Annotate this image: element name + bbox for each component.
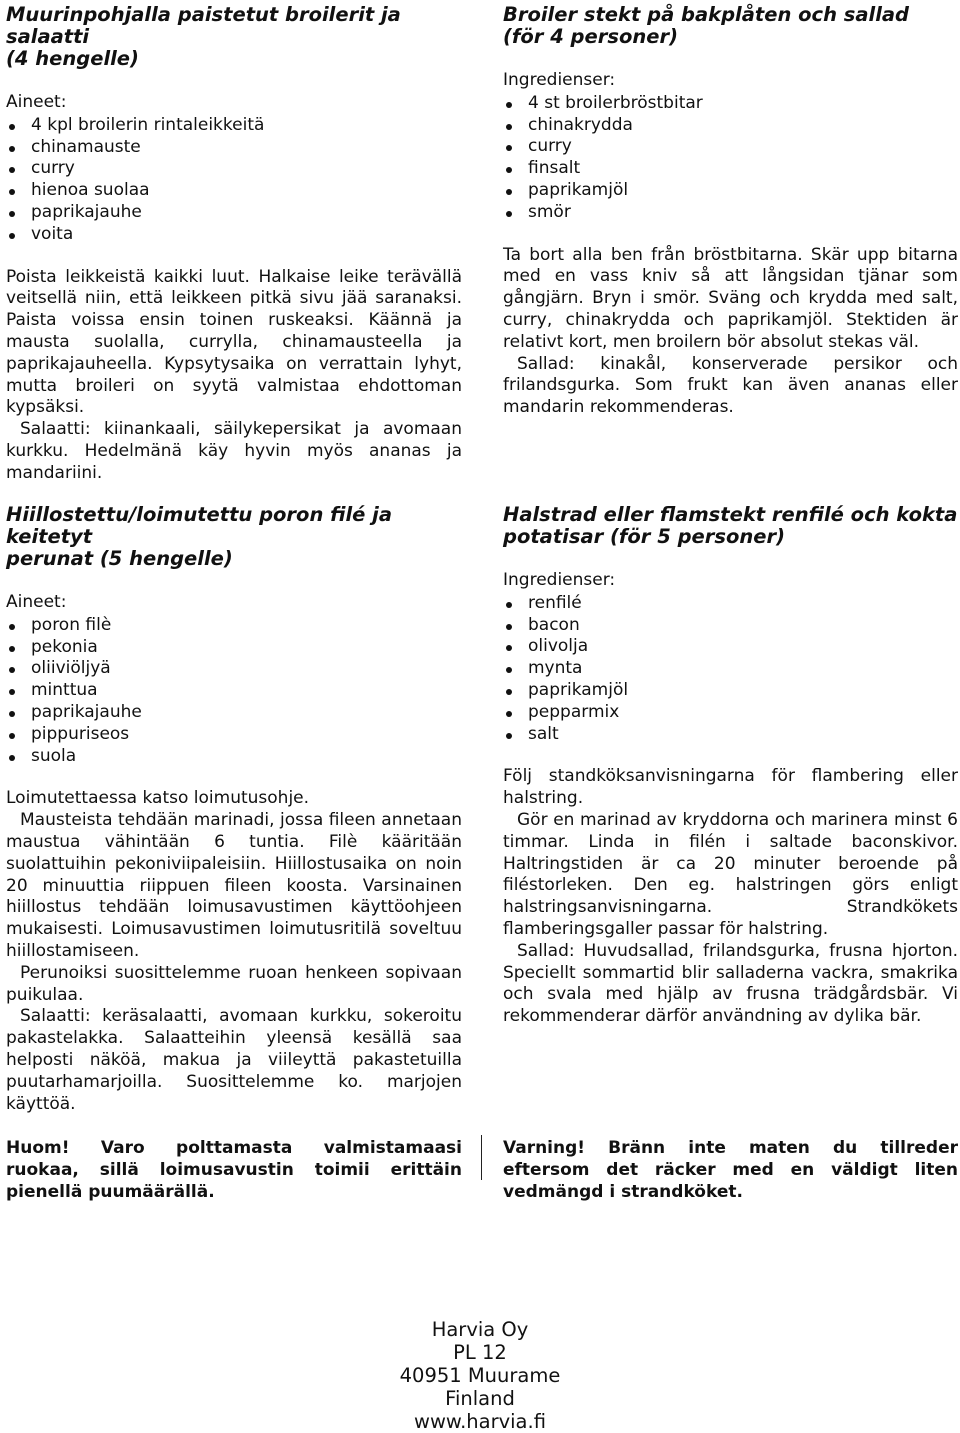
website-link[interactable]: www.harvia.fi (414, 1410, 546, 1433)
recipe-title: Broiler stekt på bakplåten och sallad (för 4 personer) (503, 3, 909, 48)
recipe-title: Muurinpohjalla paistetut broilerit ja salaatti (4 hengelle) (6, 3, 401, 70)
warning-sv: Varning! Bränn inte maten du tillreder eftersom det räcker med en väldigt liten vedmängd i strandköket. (503, 1138, 958, 1202)
ingredient-item: paprikajauhe (6, 202, 462, 224)
instructions-paragraph: Mausteista tehdään marinadi, jossa fileen annetaan maustua vähintään 6 tuntia. Filè kääritään suolattuihin pekoniviipaleisiin. Hiillostusaika on noin 20 minuuttia riippuen fileen koosta. Varsinainen hiillostus tehdään loimusavustimen käyttöohjeen mukaisesti. Loimusavustimen loimutusritilä soveltuu hiillostamiseen. (6, 810, 462, 961)
instructions-paragraph: Gör en marinad av kryddorna och marinera minst 6 timmar. Linda in filén i saltade baconskivor. Haltringstiden är ca 20 minuter beroende på filéstorleken. Den eg. halstringen görs enligt halstringsanvisningarna. Strandkökets flamberingsgaller passar för halstring. (503, 809, 958, 939)
warning-fi: Huom! Varo polttamasta valmistamaasi ruokaa, sillä loimusavustin toimii erittäin pienellä puumäärällä. (6, 1138, 462, 1202)
ingredient-item: olivolja (503, 636, 958, 658)
ingredient-item: pippuriseos (6, 724, 462, 746)
ingredient-item: 4 kpl broilerin rintaleikkeitä (6, 115, 462, 137)
instructions-paragraph: Loimutettaessa katso loimutusohje. (6, 788, 310, 809)
instructions-paragraph: Följ standköksanvisningarna för flambering eller halstring. (503, 766, 958, 809)
salad-paragraph: Sallad: kinakål, konserverade persikor och frilandsgurka. Som frukt kan även ananas eller mandarin rekommenderas. (503, 353, 958, 418)
instructions-paragraph: Ta bort alla ben från bröstbitarna. Skär upp bitarna med en vass kniv så att långsidan tjänar som gångjärn. Bryn i smör. Sväng och krydda med salt, curry, chinakrydda och paprikamjöl. Stektiden är relativt kort, men broilern bör absolut stekas väl. (503, 244, 958, 352)
country: Finland (445, 1387, 515, 1410)
ingredient-item: paprikamjöl (503, 180, 958, 202)
ingredients-label: Aineet: (6, 592, 67, 612)
ingredient-item: bacon (503, 615, 958, 637)
ingredient-item: paprikamjöl (503, 680, 958, 702)
salad-paragraph: Salaatti: kiinankaali, säilykepersikat ja avomaan kurkku. Hedelmänä käy hyvin myös ananas ja mandariini. (6, 419, 462, 483)
ingredient-item: suola (6, 746, 462, 768)
ingredient-item: pepparmix (503, 702, 958, 724)
postal-code-city: 40951 Muurame (399, 1364, 561, 1387)
ingredients-label: Ingredienser: (503, 570, 616, 590)
recipe-broiler-fi (6, 4, 462, 485)
ingredient-item: poron filè (6, 615, 462, 637)
ingredients-label: Aineet: (6, 92, 67, 112)
po-box: PL 12 (453, 1341, 507, 1364)
recipe-broiler-sv (503, 4, 958, 419)
ingredient-item: smör (503, 202, 958, 224)
ingredient-list (503, 593, 958, 746)
recipe-title: Hiillostettu/loimutettu poron filé ja keitetyt perunat (5 hengelle) (6, 503, 393, 570)
ingredient-item: hienoa suolaa (6, 180, 462, 202)
ingredient-item: mynta (503, 658, 958, 680)
ingredient-item: pekonia (6, 637, 462, 659)
potato-paragraph: Perunoiksi suosittelemme ruoan henkeen sopivaan puikulaa. (6, 962, 462, 1005)
recipe-reindeer-sv (503, 504, 958, 1028)
ingredient-list (6, 615, 462, 768)
instructions-paragraph: Poista leikkeistä kaikki luut. Halkaise leike terävällä veitsellä niin, että leikkeen pitkä sivu jää saranaksi. Paista voissa ensin toinen ruskeaksi. Käännä ja mausta suolalla, currylla, chinamausteella ja paprikajauheella. Kypsytysaika on verrattain lyhyt, mutta broileri on syytä valmistaa ehdottoman kypsäksi. (6, 266, 462, 418)
ingredient-list (503, 93, 958, 224)
salad-paragraph: Salaatti: keräsalaatti, avomaan kurkku, sokeroitu pakastelakka. Salaatteihin yleensä kesällä saa helposti näköä, makua ja viileyttä pakastetuilla puutarhamarjoilla. Suosittelemme ko. marjojen käyttöä. (6, 1006, 462, 1114)
ingredient-item: salt (503, 724, 958, 746)
ingredient-item: voita (6, 224, 462, 246)
ingredient-item: 4 st broilerbröstbitar (503, 93, 958, 115)
recipe-reindeer-fi (6, 504, 462, 1115)
ingredient-item: curry (6, 158, 462, 180)
ingredients-label: Ingredienser: (503, 70, 616, 90)
company-address (380, 1318, 580, 1433)
ingredient-item: paprikajauhe (6, 702, 462, 724)
ingredient-item: renfilé (503, 593, 958, 615)
ingredient-item: chinamauste (6, 137, 462, 159)
company-name: Harvia Oy (431, 1318, 529, 1341)
salad-paragraph: Sallad: Huvudsallad, frilandsgurka, frusna hjorton. Speciellt sommartid blir salladerna vackra, smakrika och svala med hjälp av frusna trädgårdsbär. Vi rekommenderar därför användning av dylika bär. (503, 940, 958, 1027)
ingredient-item: finsalt (503, 158, 958, 180)
column-divider (481, 1135, 482, 1180)
recipe-title: Halstrad eller flamstekt renfilé och kokta potatisar (för 5 personer) (503, 503, 958, 548)
ingredient-item: curry (503, 136, 958, 158)
ingredient-item: minttua (6, 680, 462, 702)
ingredient-item: chinakrydda (503, 115, 958, 137)
ingredient-list (6, 115, 462, 246)
ingredient-item: oliiviöljyä (6, 658, 462, 680)
